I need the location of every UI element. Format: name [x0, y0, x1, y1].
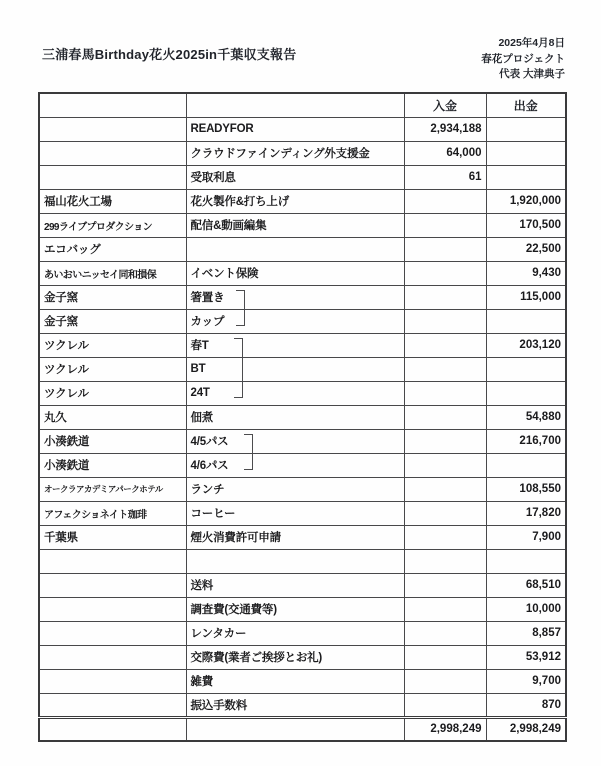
payee-cell: 福山花火工場 — [39, 189, 186, 213]
payee-cell: オークラアカデミアパークホテル — [39, 477, 186, 501]
income-cell — [404, 645, 486, 669]
item-cell: 箸置き — [186, 285, 404, 309]
expense-cell: 115,000 — [486, 285, 566, 309]
expense-cell: 10,000 — [486, 597, 566, 621]
document-meta — [481, 36, 565, 83]
item-cell: クラウドファインディング外支援金 — [186, 141, 404, 165]
expense-cell: 17,820 — [486, 501, 566, 525]
payee-cell: ツクレル — [39, 333, 186, 357]
payee-cell: 小湊鉄道 — [39, 453, 186, 477]
income-cell — [404, 357, 486, 381]
income-cell — [404, 453, 486, 477]
expense-cell: 108,550 — [486, 477, 566, 501]
income-cell — [404, 693, 486, 717]
payee-column-header — [39, 93, 186, 117]
expense-cell: 68,510 — [486, 573, 566, 597]
table-row — [39, 261, 566, 285]
table-row — [39, 645, 566, 669]
income-cell — [404, 189, 486, 213]
item-cell: BT — [186, 357, 404, 381]
item-cell: 24T — [186, 381, 404, 405]
table-row — [39, 549, 566, 573]
table-row — [39, 573, 566, 597]
expense-cell: 54,880 — [486, 405, 566, 429]
expense-cell: 1,920,000 — [486, 189, 566, 213]
payee-cell: アフェクショネイト珈琲 — [39, 501, 186, 525]
table-row — [39, 381, 566, 405]
item-cell: コーヒー — [186, 501, 404, 525]
expense-cell: 870 — [486, 693, 566, 717]
income-cell — [404, 381, 486, 405]
expense-cell — [486, 141, 566, 165]
income-cell — [404, 525, 486, 549]
page-title: 三浦春馬Birthday花火2025in千葉収支報告 — [42, 47, 297, 62]
table-row — [39, 501, 566, 525]
income-cell: 2,934,188 — [404, 117, 486, 141]
expense-cell — [486, 381, 566, 405]
table-row — [39, 309, 566, 333]
income-cell: 61 — [404, 165, 486, 189]
expense-cell: 170,500 — [486, 213, 566, 237]
table-row — [39, 453, 566, 477]
payee-cell — [39, 669, 186, 693]
income-cell — [404, 285, 486, 309]
payee-cell: エコバッグ — [39, 237, 186, 261]
expense-cell — [486, 549, 566, 573]
income-cell — [404, 573, 486, 597]
expense-cell — [486, 165, 566, 189]
table-row — [39, 213, 566, 237]
table-row — [39, 237, 566, 261]
payee-cell: 金子窯 — [39, 285, 186, 309]
income-cell — [404, 309, 486, 333]
payee-cell: ツクレル — [39, 381, 186, 405]
item-cell: 4/5パス — [186, 429, 404, 453]
total-item-cell — [186, 717, 404, 741]
expense-cell — [486, 453, 566, 477]
table-row — [39, 285, 566, 309]
payee-cell: あいおいニッセイ同和損保 — [39, 261, 186, 285]
item-cell: カップ — [186, 309, 404, 333]
item-cell: 調査費(交通費等) — [186, 597, 404, 621]
expense-cell — [486, 357, 566, 381]
table-row — [39, 189, 566, 213]
table-row — [39, 669, 566, 693]
table-row — [39, 357, 566, 381]
income-cell — [404, 405, 486, 429]
income-column-header: 入金 — [404, 93, 486, 117]
item-cell: 煙火消費許可申請 — [186, 525, 404, 549]
organization-name: 春花プロジェクト — [481, 52, 565, 65]
payee-cell: ツクレル — [39, 357, 186, 381]
payee-cell — [39, 693, 186, 717]
table-row — [39, 117, 566, 141]
payee-cell — [39, 621, 186, 645]
payee-cell: 金子窯 — [39, 309, 186, 333]
table-row — [39, 429, 566, 453]
table-row — [39, 405, 566, 429]
total-row — [39, 717, 566, 741]
item-cell: 4/6パス — [186, 453, 404, 477]
table-row — [39, 597, 566, 621]
expense-cell: 53,912 — [486, 645, 566, 669]
income-cell — [404, 501, 486, 525]
income-cell — [404, 429, 486, 453]
payee-cell — [39, 165, 186, 189]
payee-cell: 小湊鉄道 — [39, 429, 186, 453]
income-cell — [404, 621, 486, 645]
payee-cell: 299ライブプロダクション — [39, 213, 186, 237]
income-cell — [404, 549, 486, 573]
expense-cell: 7,900 — [486, 525, 566, 549]
table-row — [39, 333, 566, 357]
income-expense-table — [38, 92, 567, 742]
payee-cell: 丸久 — [39, 405, 186, 429]
item-cell: 配信&動画編集 — [186, 213, 404, 237]
table-row — [39, 693, 566, 717]
item-cell — [186, 237, 404, 261]
expense-cell: 9,430 — [486, 261, 566, 285]
income-cell — [404, 213, 486, 237]
payee-cell — [39, 597, 186, 621]
table-row — [39, 525, 566, 549]
table-row — [39, 141, 566, 165]
item-cell: 花火製作&打ち上げ — [186, 189, 404, 213]
table-row — [39, 477, 566, 501]
total-income-cell: 2,998,249 — [404, 717, 486, 741]
expense-cell: 9,700 — [486, 669, 566, 693]
expense-cell: 216,700 — [486, 429, 566, 453]
income-cell — [404, 237, 486, 261]
report-date: 2025年4月8日 — [498, 37, 565, 49]
item-cell: 交際費(業者ご挨拶とお礼) — [186, 645, 404, 669]
item-cell: ランチ — [186, 477, 404, 501]
item-cell: レンタカー — [186, 621, 404, 645]
income-cell: 64,000 — [404, 141, 486, 165]
expense-cell — [486, 309, 566, 333]
payee-cell — [39, 117, 186, 141]
payee-cell — [39, 645, 186, 669]
payee-cell — [39, 141, 186, 165]
item-cell: 振込手数料 — [186, 693, 404, 717]
item-cell: イベント保険 — [186, 261, 404, 285]
item-cell: 雑費 — [186, 669, 404, 693]
expense-cell: 22,500 — [486, 237, 566, 261]
expense-column-header: 出金 — [486, 93, 566, 117]
expense-cell: 8,857 — [486, 621, 566, 645]
income-cell — [404, 597, 486, 621]
header-row — [39, 93, 566, 117]
item-cell: 佃煮 — [186, 405, 404, 429]
item-cell: READYFOR — [186, 117, 404, 141]
payee-cell: 千葉県 — [39, 525, 186, 549]
item-column-header — [186, 93, 404, 117]
item-cell: 受取利息 — [186, 165, 404, 189]
total-expense-cell: 2,998,249 — [486, 717, 566, 741]
representative-name: 代表 大津典子 — [499, 68, 565, 80]
income-cell — [404, 261, 486, 285]
table-row — [39, 165, 566, 189]
total-payee-cell — [39, 717, 186, 741]
payee-cell — [39, 549, 186, 573]
income-cell — [404, 669, 486, 693]
income-cell — [404, 333, 486, 357]
payee-cell — [39, 573, 186, 597]
item-cell — [186, 549, 404, 573]
item-cell: 送料 — [186, 573, 404, 597]
item-cell: 春T — [186, 333, 404, 357]
expense-cell — [486, 117, 566, 141]
income-cell — [404, 477, 486, 501]
table-body — [39, 117, 566, 717]
table-row — [39, 621, 566, 645]
expense-cell: 203,120 — [486, 333, 566, 357]
table-wrapper — [38, 92, 565, 742]
